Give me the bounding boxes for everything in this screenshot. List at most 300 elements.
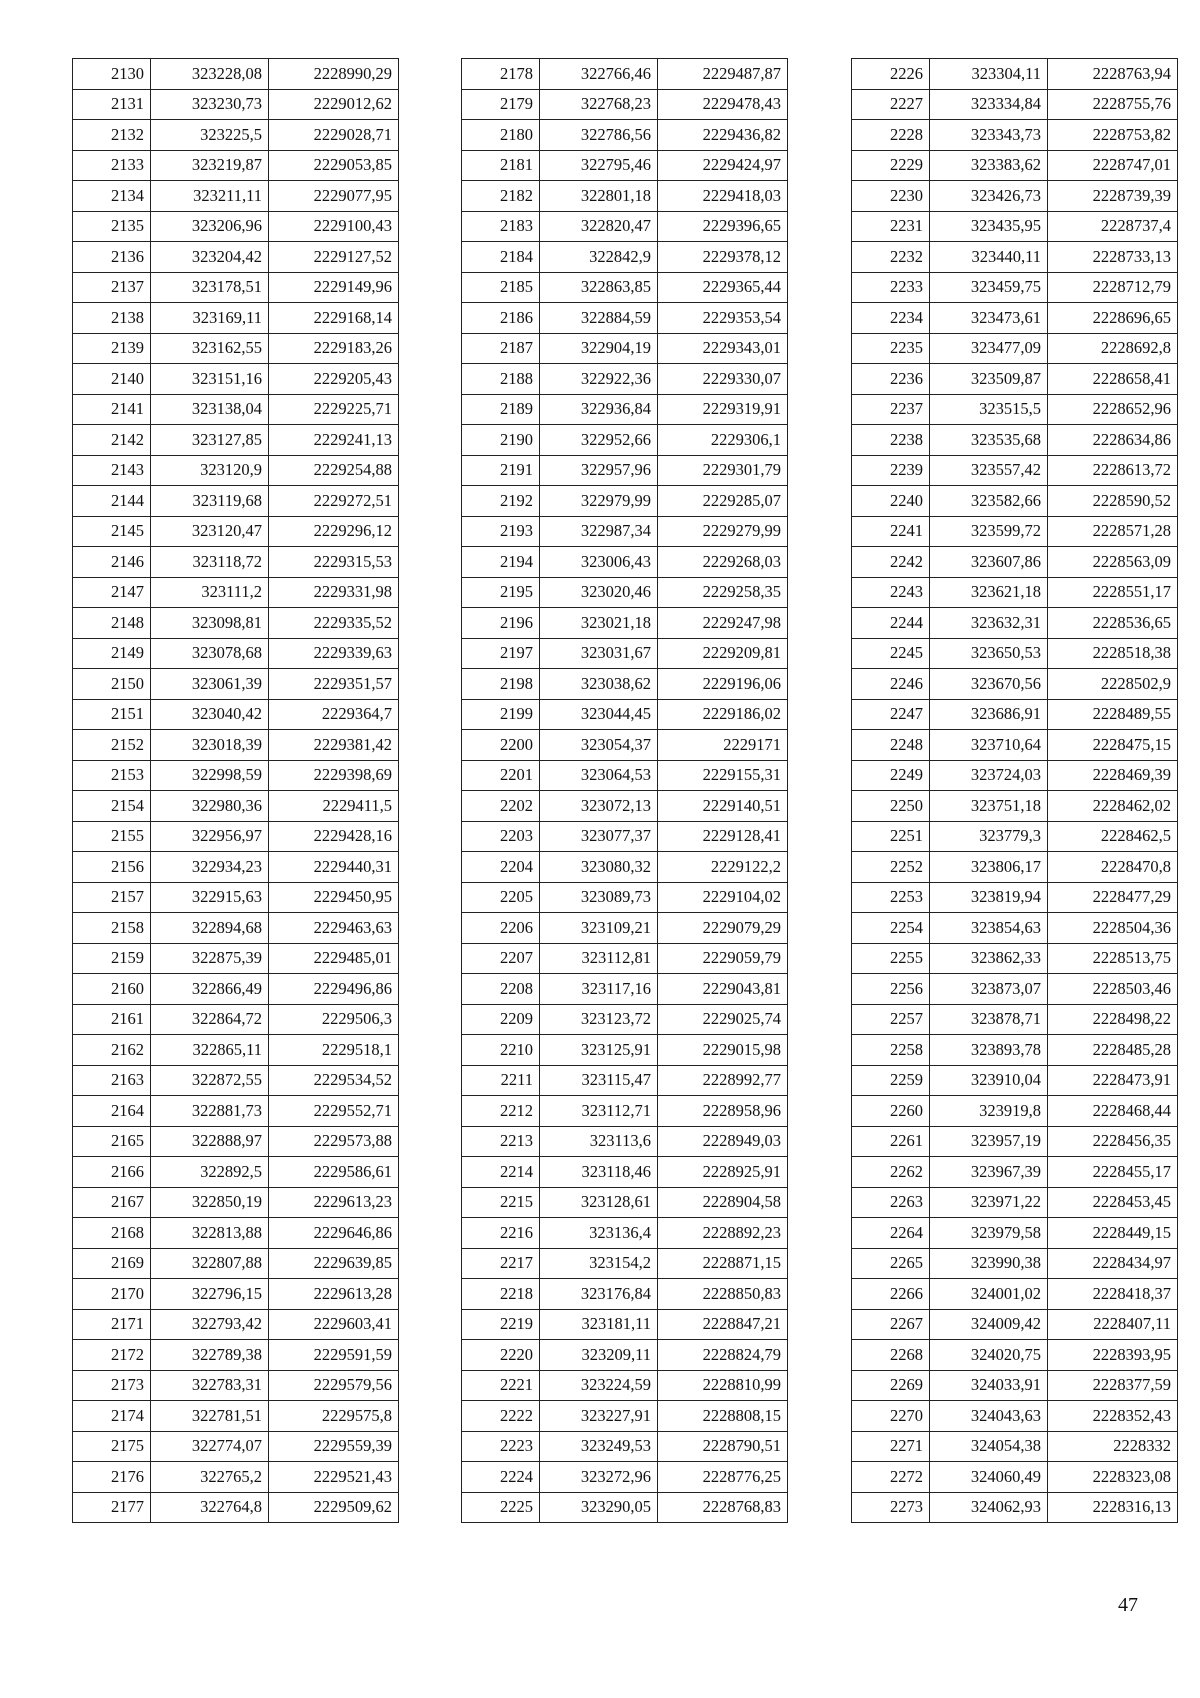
y-coordinate-cell: 2229043,81 — [658, 974, 788, 1005]
point-number-cell: 2183 — [462, 211, 540, 242]
point-number-cell: 2177 — [73, 1492, 151, 1523]
table-row — [852, 669, 1178, 700]
table-row — [852, 699, 1178, 730]
point-number-cell: 2266 — [852, 1279, 930, 1310]
point-number-cell: 2144 — [73, 486, 151, 517]
table-row — [73, 1370, 399, 1401]
x-coordinate-cell: 322987,34 — [540, 516, 658, 547]
point-number-cell: 2238 — [852, 425, 930, 456]
point-number-cell: 2161 — [73, 1004, 151, 1035]
x-coordinate-cell: 323209,11 — [540, 1340, 658, 1371]
y-coordinate-cell: 2229351,57 — [269, 669, 399, 700]
point-number-cell: 2166 — [73, 1157, 151, 1188]
x-coordinate-cell: 323061,39 — [151, 669, 269, 700]
table-row — [852, 882, 1178, 913]
table-row — [462, 1157, 788, 1188]
y-coordinate-cell: 2229079,29 — [658, 913, 788, 944]
point-number-cell: 2175 — [73, 1431, 151, 1462]
x-coordinate-cell: 322998,59 — [151, 760, 269, 791]
point-number-cell: 2199 — [462, 699, 540, 730]
table-row — [462, 242, 788, 273]
table-row — [73, 364, 399, 395]
table-row — [462, 699, 788, 730]
table-row — [462, 547, 788, 578]
table-row — [73, 394, 399, 425]
table-row — [852, 974, 1178, 1005]
table-row — [73, 943, 399, 974]
y-coordinate-cell: 2229613,23 — [269, 1187, 399, 1218]
y-coordinate-cell: 2228990,29 — [269, 59, 399, 90]
point-number-cell: 2234 — [852, 303, 930, 334]
x-coordinate-cell: 322979,99 — [540, 486, 658, 517]
table-row — [462, 1309, 788, 1340]
table-row — [73, 1065, 399, 1096]
x-coordinate-cell: 323219,87 — [151, 150, 269, 181]
x-coordinate-cell: 323078,68 — [151, 638, 269, 669]
table-row — [73, 425, 399, 456]
point-number-cell: 2163 — [73, 1065, 151, 1096]
y-coordinate-cell: 2228418,37 — [1048, 1279, 1178, 1310]
table-row — [852, 1126, 1178, 1157]
y-coordinate-cell: 2229258,35 — [658, 577, 788, 608]
table-row — [462, 1126, 788, 1157]
point-number-cell: 2176 — [73, 1462, 151, 1493]
y-coordinate-cell: 2229104,02 — [658, 882, 788, 913]
point-number-cell: 2237 — [852, 394, 930, 425]
x-coordinate-cell: 322892,5 — [151, 1157, 269, 1188]
y-coordinate-cell: 2228323,08 — [1048, 1462, 1178, 1493]
y-coordinate-cell: 2228485,28 — [1048, 1035, 1178, 1066]
point-number-cell: 2149 — [73, 638, 151, 669]
point-number-cell: 2242 — [852, 547, 930, 578]
table-row — [73, 1004, 399, 1035]
table-row — [462, 272, 788, 303]
point-number-cell: 2132 — [73, 120, 151, 151]
y-coordinate-cell: 2228847,21 — [658, 1309, 788, 1340]
y-coordinate-cell: 2229335,52 — [269, 608, 399, 639]
point-number-cell: 2170 — [73, 1279, 151, 1310]
table-row — [73, 333, 399, 364]
x-coordinate-cell: 323979,58 — [930, 1218, 1048, 1249]
y-coordinate-cell: 2228393,95 — [1048, 1340, 1178, 1371]
x-coordinate-cell: 322894,68 — [151, 913, 269, 944]
table-row — [73, 59, 399, 90]
point-number-cell: 2182 — [462, 181, 540, 212]
table-row — [73, 242, 399, 273]
y-coordinate-cell: 2229012,62 — [269, 89, 399, 120]
point-number-cell: 2248 — [852, 730, 930, 761]
table-row — [852, 1035, 1178, 1066]
table-row — [462, 333, 788, 364]
table-row — [462, 1340, 788, 1371]
table-row — [462, 974, 788, 1005]
point-number-cell: 2151 — [73, 699, 151, 730]
point-number-cell: 2198 — [462, 669, 540, 700]
table-row — [462, 1065, 788, 1096]
point-number-cell: 2268 — [852, 1340, 930, 1371]
point-number-cell: 2188 — [462, 364, 540, 395]
y-coordinate-cell: 2228652,96 — [1048, 394, 1178, 425]
point-number-cell: 2169 — [73, 1248, 151, 1279]
x-coordinate-cell: 323535,68 — [930, 425, 1048, 456]
table-row — [852, 333, 1178, 364]
x-coordinate-cell: 323806,17 — [930, 852, 1048, 883]
coordinates-table-3 — [851, 58, 1178, 1523]
x-coordinate-cell: 323710,64 — [930, 730, 1048, 761]
point-number-cell: 2194 — [462, 547, 540, 578]
table-row — [73, 1187, 399, 1218]
x-coordinate-cell: 323724,03 — [930, 760, 1048, 791]
table-row — [462, 89, 788, 120]
point-number-cell: 2156 — [73, 852, 151, 883]
y-coordinate-cell: 2228992,77 — [658, 1065, 788, 1096]
table-row — [462, 364, 788, 395]
table-row — [462, 1401, 788, 1432]
y-coordinate-cell: 2228733,13 — [1048, 242, 1178, 273]
y-coordinate-cell: 2229521,43 — [269, 1462, 399, 1493]
x-coordinate-cell: 323077,37 — [540, 821, 658, 852]
y-coordinate-cell: 2229424,97 — [658, 150, 788, 181]
point-number-cell: 2240 — [852, 486, 930, 517]
x-coordinate-cell: 322774,07 — [151, 1431, 269, 1462]
y-coordinate-cell: 2229077,95 — [269, 181, 399, 212]
y-coordinate-cell: 2228332 — [1048, 1431, 1178, 1462]
point-number-cell: 2141 — [73, 394, 151, 425]
table-row — [852, 516, 1178, 547]
table-row — [73, 852, 399, 883]
table-row — [852, 730, 1178, 761]
y-coordinate-cell: 2229155,31 — [658, 760, 788, 791]
point-number-cell: 2168 — [73, 1218, 151, 1249]
x-coordinate-cell: 322915,63 — [151, 882, 269, 913]
point-number-cell: 2212 — [462, 1096, 540, 1127]
table-row — [852, 1462, 1178, 1493]
point-number-cell: 2210 — [462, 1035, 540, 1066]
table-row — [73, 577, 399, 608]
x-coordinate-cell: 323020,46 — [540, 577, 658, 608]
y-coordinate-cell: 2229506,3 — [269, 1004, 399, 1035]
x-coordinate-cell: 322952,66 — [540, 425, 658, 456]
x-coordinate-cell: 323031,67 — [540, 638, 658, 669]
point-number-cell: 2152 — [73, 730, 151, 761]
table-row — [73, 1492, 399, 1523]
point-number-cell: 2130 — [73, 59, 151, 90]
x-coordinate-cell: 322801,18 — [540, 181, 658, 212]
y-coordinate-cell: 2229149,96 — [269, 272, 399, 303]
x-coordinate-cell: 322934,23 — [151, 852, 269, 883]
point-number-cell: 2247 — [852, 699, 930, 730]
table-row — [73, 1279, 399, 1310]
table-row — [462, 913, 788, 944]
x-coordinate-cell: 323632,31 — [930, 608, 1048, 639]
point-number-cell: 2263 — [852, 1187, 930, 1218]
point-number-cell: 2233 — [852, 272, 930, 303]
y-coordinate-cell: 2228434,97 — [1048, 1248, 1178, 1279]
x-coordinate-cell: 322888,97 — [151, 1126, 269, 1157]
point-number-cell: 2189 — [462, 394, 540, 425]
table-row — [852, 211, 1178, 242]
point-number-cell: 2228 — [852, 120, 930, 151]
point-number-cell: 2213 — [462, 1126, 540, 1157]
point-number-cell: 2165 — [73, 1126, 151, 1157]
table-row — [73, 211, 399, 242]
point-number-cell: 2181 — [462, 150, 540, 181]
table-row — [462, 760, 788, 791]
x-coordinate-cell: 323151,16 — [151, 364, 269, 395]
table-row — [462, 821, 788, 852]
point-number-cell: 2184 — [462, 242, 540, 273]
table-row — [852, 1309, 1178, 1340]
x-coordinate-cell: 322904,19 — [540, 333, 658, 364]
table-row — [73, 486, 399, 517]
y-coordinate-cell: 2229378,12 — [658, 242, 788, 273]
y-coordinate-cell: 2229015,98 — [658, 1035, 788, 1066]
table-row — [73, 1096, 399, 1127]
y-coordinate-cell: 2229411,5 — [269, 791, 399, 822]
y-coordinate-cell: 2229306,1 — [658, 425, 788, 456]
y-coordinate-cell: 2228590,52 — [1048, 486, 1178, 517]
x-coordinate-cell: 322820,47 — [540, 211, 658, 242]
y-coordinate-cell: 2228468,44 — [1048, 1096, 1178, 1127]
table-row — [462, 1462, 788, 1493]
y-coordinate-cell: 2228456,35 — [1048, 1126, 1178, 1157]
x-coordinate-cell: 323990,38 — [930, 1248, 1048, 1279]
point-number-cell: 2174 — [73, 1401, 151, 1432]
y-coordinate-cell: 2229285,07 — [658, 486, 788, 517]
coordinates-table-body — [462, 59, 788, 1523]
y-coordinate-cell: 2228504,36 — [1048, 913, 1178, 944]
table-row — [73, 821, 399, 852]
table-row — [462, 1035, 788, 1066]
y-coordinate-cell: 2229025,74 — [658, 1004, 788, 1035]
y-coordinate-cell: 2229301,79 — [658, 455, 788, 486]
y-coordinate-cell: 2229171 — [658, 730, 788, 761]
point-number-cell: 2206 — [462, 913, 540, 944]
table-row — [73, 1248, 399, 1279]
table-row — [462, 730, 788, 761]
x-coordinate-cell: 323138,04 — [151, 394, 269, 425]
point-number-cell: 2252 — [852, 852, 930, 883]
table-row — [73, 120, 399, 151]
table-row — [852, 791, 1178, 822]
x-coordinate-cell: 322842,9 — [540, 242, 658, 273]
table-row — [73, 974, 399, 1005]
y-coordinate-cell: 2229575,8 — [269, 1401, 399, 1432]
y-coordinate-cell: 2229487,87 — [658, 59, 788, 90]
point-number-cell: 2231 — [852, 211, 930, 242]
y-coordinate-cell: 2229186,02 — [658, 699, 788, 730]
x-coordinate-cell: 322783,31 — [151, 1370, 269, 1401]
table-row — [462, 303, 788, 334]
y-coordinate-cell: 2228470,8 — [1048, 852, 1178, 883]
point-number-cell: 2142 — [73, 425, 151, 456]
y-coordinate-cell: 2228790,51 — [658, 1431, 788, 1462]
point-number-cell: 2157 — [73, 882, 151, 913]
point-number-cell: 2158 — [73, 913, 151, 944]
table-row — [73, 1340, 399, 1371]
table-row — [462, 1187, 788, 1218]
point-number-cell: 2256 — [852, 974, 930, 1005]
point-number-cell: 2147 — [73, 577, 151, 608]
table-row — [462, 211, 788, 242]
point-number-cell: 2145 — [73, 516, 151, 547]
point-number-cell: 2258 — [852, 1035, 930, 1066]
x-coordinate-cell: 323919,8 — [930, 1096, 1048, 1127]
x-coordinate-cell: 322864,72 — [151, 1004, 269, 1035]
y-coordinate-cell: 2229272,51 — [269, 486, 399, 517]
x-coordinate-cell: 323304,11 — [930, 59, 1048, 90]
x-coordinate-cell: 323125,91 — [540, 1035, 658, 1066]
point-number-cell: 2134 — [73, 181, 151, 212]
coordinates-table-1 — [72, 58, 399, 1523]
y-coordinate-cell: 2228473,91 — [1048, 1065, 1178, 1096]
x-coordinate-cell: 322865,11 — [151, 1035, 269, 1066]
table-row — [852, 913, 1178, 944]
y-coordinate-cell: 2228949,03 — [658, 1126, 788, 1157]
point-number-cell: 2133 — [73, 150, 151, 181]
table-row — [73, 1462, 399, 1493]
x-coordinate-cell: 323072,13 — [540, 791, 658, 822]
x-coordinate-cell: 323854,63 — [930, 913, 1048, 944]
y-coordinate-cell: 2229573,88 — [269, 1126, 399, 1157]
table-row — [73, 303, 399, 334]
y-coordinate-cell: 2229254,88 — [269, 455, 399, 486]
y-coordinate-cell: 2228753,82 — [1048, 120, 1178, 151]
point-number-cell: 2148 — [73, 608, 151, 639]
x-coordinate-cell: 322980,36 — [151, 791, 269, 822]
x-coordinate-cell: 323021,18 — [540, 608, 658, 639]
table-row — [462, 608, 788, 639]
point-number-cell: 2136 — [73, 242, 151, 273]
y-coordinate-cell: 2228850,83 — [658, 1279, 788, 1310]
y-coordinate-cell: 2229534,52 — [269, 1065, 399, 1096]
point-number-cell: 2202 — [462, 791, 540, 822]
table-row — [462, 1370, 788, 1401]
table-row — [73, 516, 399, 547]
x-coordinate-cell: 323018,39 — [151, 730, 269, 761]
table-row — [852, 821, 1178, 852]
y-coordinate-cell: 2229353,54 — [658, 303, 788, 334]
point-number-cell: 2272 — [852, 1462, 930, 1493]
y-coordinate-cell: 2228696,65 — [1048, 303, 1178, 334]
y-coordinate-cell: 2229028,71 — [269, 120, 399, 151]
y-coordinate-cell: 2229339,63 — [269, 638, 399, 669]
point-number-cell: 2227 — [852, 89, 930, 120]
x-coordinate-cell: 323967,39 — [930, 1157, 1048, 1188]
table-row — [462, 486, 788, 517]
x-coordinate-cell: 323113,6 — [540, 1126, 658, 1157]
y-coordinate-cell: 2229183,26 — [269, 333, 399, 364]
y-coordinate-cell: 2228477,29 — [1048, 882, 1178, 913]
point-number-cell: 2137 — [73, 272, 151, 303]
point-number-cell: 2254 — [852, 913, 930, 944]
table-row — [462, 669, 788, 700]
point-number-cell: 2185 — [462, 272, 540, 303]
y-coordinate-cell: 2229418,03 — [658, 181, 788, 212]
x-coordinate-cell: 322866,49 — [151, 974, 269, 1005]
y-coordinate-cell: 2228808,15 — [658, 1401, 788, 1432]
table-row — [852, 1218, 1178, 1249]
x-coordinate-cell: 322768,23 — [540, 89, 658, 120]
table-row — [852, 1248, 1178, 1279]
x-coordinate-cell: 323127,85 — [151, 425, 269, 456]
y-coordinate-cell: 2229128,41 — [658, 821, 788, 852]
x-coordinate-cell: 323181,11 — [540, 1309, 658, 1340]
point-number-cell: 2146 — [73, 547, 151, 578]
y-coordinate-cell: 2228763,94 — [1048, 59, 1178, 90]
table-row — [852, 1431, 1178, 1462]
point-number-cell: 2270 — [852, 1401, 930, 1432]
point-number-cell: 2140 — [73, 364, 151, 395]
coordinates-table-2 — [461, 58, 788, 1523]
x-coordinate-cell: 323040,42 — [151, 699, 269, 730]
x-coordinate-cell: 323154,2 — [540, 1248, 658, 1279]
point-number-cell: 2217 — [462, 1248, 540, 1279]
point-number-cell: 2236 — [852, 364, 930, 395]
table-row — [852, 150, 1178, 181]
y-coordinate-cell: 2229478,43 — [658, 89, 788, 120]
point-number-cell: 2155 — [73, 821, 151, 852]
point-number-cell: 2131 — [73, 89, 151, 120]
x-coordinate-cell: 323477,09 — [930, 333, 1048, 364]
x-coordinate-cell: 323176,84 — [540, 1279, 658, 1310]
table-row — [852, 1096, 1178, 1127]
x-coordinate-cell: 323044,45 — [540, 699, 658, 730]
x-coordinate-cell: 322850,19 — [151, 1187, 269, 1218]
y-coordinate-cell: 2228377,59 — [1048, 1370, 1178, 1401]
x-coordinate-cell: 323038,62 — [540, 669, 658, 700]
point-number-cell: 2251 — [852, 821, 930, 852]
y-coordinate-cell: 2229122,2 — [658, 852, 788, 883]
y-coordinate-cell: 2229315,53 — [269, 547, 399, 578]
table-row — [73, 913, 399, 944]
x-coordinate-cell: 323290,05 — [540, 1492, 658, 1523]
y-coordinate-cell: 2228810,99 — [658, 1370, 788, 1401]
x-coordinate-cell: 323120,47 — [151, 516, 269, 547]
point-number-cell: 2209 — [462, 1004, 540, 1035]
x-coordinate-cell: 323206,96 — [151, 211, 269, 242]
y-coordinate-cell: 2228563,09 — [1048, 547, 1178, 578]
x-coordinate-cell: 322863,85 — [540, 272, 658, 303]
x-coordinate-cell: 323509,87 — [930, 364, 1048, 395]
y-coordinate-cell: 2229127,52 — [269, 242, 399, 273]
x-coordinate-cell: 323862,33 — [930, 943, 1048, 974]
table-row — [852, 181, 1178, 212]
x-coordinate-cell: 322881,73 — [151, 1096, 269, 1127]
y-coordinate-cell: 2228571,28 — [1048, 516, 1178, 547]
y-coordinate-cell: 2229247,98 — [658, 608, 788, 639]
y-coordinate-cell: 2229428,16 — [269, 821, 399, 852]
point-number-cell: 2139 — [73, 333, 151, 364]
y-coordinate-cell: 2229168,14 — [269, 303, 399, 334]
point-number-cell: 2214 — [462, 1157, 540, 1188]
x-coordinate-cell: 323098,81 — [151, 608, 269, 639]
table-row — [73, 272, 399, 303]
table-row — [462, 1218, 788, 1249]
y-coordinate-cell: 2229440,31 — [269, 852, 399, 883]
y-coordinate-cell: 2228925,91 — [658, 1157, 788, 1188]
point-number-cell: 2138 — [73, 303, 151, 334]
table-row — [462, 394, 788, 425]
x-coordinate-cell: 323621,18 — [930, 577, 1048, 608]
y-coordinate-cell: 2229330,07 — [658, 364, 788, 395]
x-coordinate-cell: 323582,66 — [930, 486, 1048, 517]
point-number-cell: 2221 — [462, 1370, 540, 1401]
x-coordinate-cell: 323343,73 — [930, 120, 1048, 151]
table-row — [852, 852, 1178, 883]
y-coordinate-cell: 2228475,15 — [1048, 730, 1178, 761]
y-coordinate-cell: 2228768,83 — [658, 1492, 788, 1523]
